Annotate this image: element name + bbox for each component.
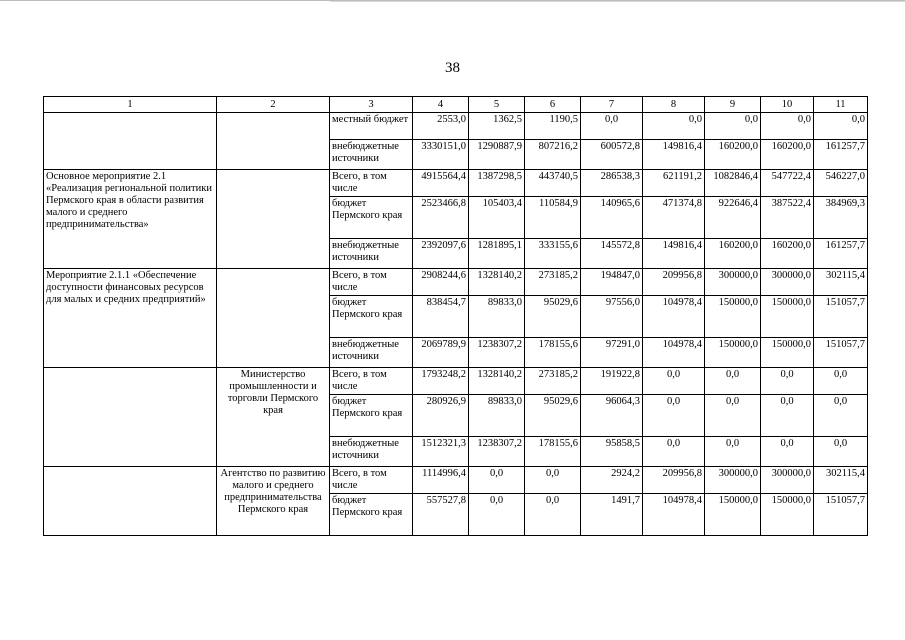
value-cell: 1290887,9 xyxy=(469,140,525,170)
table-row xyxy=(44,269,868,296)
funding-source-cell: Всего, в том числе xyxy=(330,467,413,494)
value-cell: 2069789,9 xyxy=(413,338,469,368)
value-cell: 95858,5 xyxy=(581,437,643,467)
value-cell: 97556,0 xyxy=(581,296,643,338)
value-cell: 302115,4 xyxy=(814,269,868,296)
value-cell: 286538,3 xyxy=(581,170,643,197)
value-cell: 387522,4 xyxy=(761,197,814,239)
column-header: 10 xyxy=(761,97,814,113)
value-cell: 0,0 xyxy=(814,368,868,395)
column-header: 3 xyxy=(330,97,413,113)
value-cell: 160200,0 xyxy=(761,239,814,269)
value-cell: 1328140,2 xyxy=(469,269,525,296)
column-header: 2 xyxy=(217,97,330,113)
value-cell: 150000,0 xyxy=(705,296,761,338)
table-row xyxy=(44,113,868,140)
column-header: 8 xyxy=(643,97,705,113)
funding-source-cell: бюджет Пермского края xyxy=(330,296,413,338)
value-cell: 105403,4 xyxy=(469,197,525,239)
value-cell: 0,0 xyxy=(761,437,814,467)
scan-edge-line xyxy=(330,1,905,2)
value-cell: 273185,2 xyxy=(525,368,581,395)
column-header: 11 xyxy=(814,97,868,113)
value-cell: 110584,9 xyxy=(525,197,581,239)
executor-cell xyxy=(217,170,330,269)
value-cell: 0,0 xyxy=(814,437,868,467)
value-cell: 2553,0 xyxy=(413,113,469,140)
value-cell: 1491,7 xyxy=(581,494,643,536)
value-cell: 621191,2 xyxy=(643,170,705,197)
table-row xyxy=(44,170,868,197)
funding-source-cell: бюджет Пермского края xyxy=(330,494,413,536)
value-cell: 384969,3 xyxy=(814,197,868,239)
value-cell: 0,0 xyxy=(643,437,705,467)
funding-source-cell: бюджет Пермского края xyxy=(330,197,413,239)
value-cell: 104978,4 xyxy=(643,296,705,338)
value-cell: 178155,6 xyxy=(525,338,581,368)
value-cell: 547722,4 xyxy=(761,170,814,197)
value-cell: 151057,7 xyxy=(814,296,868,338)
value-cell: 300000,0 xyxy=(761,467,814,494)
value-cell: 160200,0 xyxy=(705,239,761,269)
activity-name-cell: Основное мероприятие 2.1 «Реализация региональной политики Пермского края в области развития малого и среднего предпринимательства» xyxy=(44,170,217,269)
value-cell: 0,0 xyxy=(814,113,868,140)
value-cell: 95029,6 xyxy=(525,395,581,437)
table-row xyxy=(44,467,868,494)
page-number: 38 xyxy=(445,60,460,76)
value-cell: 443740,5 xyxy=(525,170,581,197)
value-cell: 160200,0 xyxy=(705,140,761,170)
value-cell: 140965,6 xyxy=(581,197,643,239)
activity-name-cell xyxy=(44,368,217,467)
funding-source-cell: внебюджетные источники xyxy=(330,437,413,467)
value-cell: 97291,0 xyxy=(581,338,643,368)
value-cell: 151057,7 xyxy=(814,494,868,536)
value-cell: 0,0 xyxy=(469,467,525,494)
column-header: 9 xyxy=(705,97,761,113)
value-cell: 104978,4 xyxy=(643,494,705,536)
funding-source-cell: Всего, в том числе xyxy=(330,269,413,296)
value-cell: 178155,6 xyxy=(525,437,581,467)
value-cell: 160200,0 xyxy=(761,140,814,170)
value-cell: 89833,0 xyxy=(469,395,525,437)
value-cell: 104978,4 xyxy=(643,338,705,368)
value-cell: 1190,5 xyxy=(525,113,581,140)
table-row xyxy=(44,368,868,395)
funding-source-cell: Всего, в том числе xyxy=(330,368,413,395)
value-cell: 145572,8 xyxy=(581,239,643,269)
value-cell: 302115,4 xyxy=(814,467,868,494)
value-cell: 1512321,3 xyxy=(413,437,469,467)
value-cell: 600572,8 xyxy=(581,140,643,170)
value-cell: 150000,0 xyxy=(705,494,761,536)
activity-name-cell xyxy=(44,467,217,536)
executor-cell: Министерство промышленности и торговли Пермского края xyxy=(217,368,330,467)
value-cell: 2924,2 xyxy=(581,467,643,494)
value-cell: 96064,3 xyxy=(581,395,643,437)
value-cell: 1238307,2 xyxy=(469,437,525,467)
value-cell: 0,0 xyxy=(761,113,814,140)
column-header: 5 xyxy=(469,97,525,113)
value-cell: 300000,0 xyxy=(705,467,761,494)
value-cell: 546227,0 xyxy=(814,170,868,197)
column-header: 4 xyxy=(413,97,469,113)
value-cell: 0,0 xyxy=(705,437,761,467)
value-cell: 0,0 xyxy=(643,395,705,437)
value-cell: 280926,9 xyxy=(413,395,469,437)
value-cell: 471374,8 xyxy=(643,197,705,239)
value-cell: 150000,0 xyxy=(705,338,761,368)
column-header: 7 xyxy=(581,97,643,113)
value-cell: 1238307,2 xyxy=(469,338,525,368)
funding-source-cell: Всего, в том числе xyxy=(330,170,413,197)
value-cell: 194847,0 xyxy=(581,269,643,296)
funding-source-cell: местный бюджет xyxy=(330,113,413,140)
column-header: 1 xyxy=(44,97,217,113)
value-cell: 149816,4 xyxy=(643,140,705,170)
executor-cell xyxy=(217,269,330,368)
value-cell: 0,0 xyxy=(525,467,581,494)
value-cell: 0,0 xyxy=(525,494,581,536)
value-cell: 161257,7 xyxy=(814,140,868,170)
value-cell: 149816,4 xyxy=(643,239,705,269)
value-cell: 95029,6 xyxy=(525,296,581,338)
value-cell: 1114996,4 xyxy=(413,467,469,494)
value-cell: 0,0 xyxy=(581,113,643,140)
funding-source-cell: внебюджетные источники xyxy=(330,338,413,368)
funding-source-cell: бюджет Пермского края xyxy=(330,395,413,437)
value-cell: 1328140,2 xyxy=(469,368,525,395)
activity-name-cell: Мероприятие 2.1.1 «Обеспечение доступности финансовых ресурсов для малых и средних предприятий» xyxy=(44,269,217,368)
column-header: 6 xyxy=(525,97,581,113)
activity-name-cell xyxy=(44,113,217,170)
value-cell: 0,0 xyxy=(814,395,868,437)
value-cell: 807216,2 xyxy=(525,140,581,170)
value-cell: 150000,0 xyxy=(761,494,814,536)
value-cell: 0,0 xyxy=(643,368,705,395)
value-cell: 209956,8 xyxy=(643,269,705,296)
value-cell: 838454,7 xyxy=(413,296,469,338)
value-cell: 89833,0 xyxy=(469,296,525,338)
value-cell: 1362,5 xyxy=(469,113,525,140)
value-cell: 557527,8 xyxy=(413,494,469,536)
funding-source-cell: внебюджетные источники xyxy=(330,239,413,269)
value-cell: 1281895,1 xyxy=(469,239,525,269)
value-cell: 300000,0 xyxy=(705,269,761,296)
executor-cell: Агентство по развитию малого и среднего предпринимательства Пермского края xyxy=(217,467,330,536)
value-cell: 300000,0 xyxy=(761,269,814,296)
value-cell: 0,0 xyxy=(469,494,525,536)
table-header-row xyxy=(44,97,868,113)
value-cell: 1082846,4 xyxy=(705,170,761,197)
budget-table xyxy=(43,96,868,536)
value-cell: 273185,2 xyxy=(525,269,581,296)
value-cell: 0,0 xyxy=(643,113,705,140)
value-cell: 0,0 xyxy=(705,113,761,140)
value-cell: 0,0 xyxy=(705,368,761,395)
value-cell: 161257,7 xyxy=(814,239,868,269)
value-cell: 4915564,4 xyxy=(413,170,469,197)
value-cell: 3330151,0 xyxy=(413,140,469,170)
value-cell: 2523466,8 xyxy=(413,197,469,239)
value-cell: 151057,7 xyxy=(814,338,868,368)
value-cell: 922646,4 xyxy=(705,197,761,239)
value-cell: 150000,0 xyxy=(761,296,814,338)
value-cell: 2392097,6 xyxy=(413,239,469,269)
funding-source-cell: внебюджетные источники xyxy=(330,140,413,170)
value-cell: 150000,0 xyxy=(761,338,814,368)
value-cell: 191922,8 xyxy=(581,368,643,395)
value-cell: 2908244,6 xyxy=(413,269,469,296)
value-cell: 0,0 xyxy=(761,368,814,395)
executor-cell xyxy=(217,113,330,170)
value-cell: 1387298,5 xyxy=(469,170,525,197)
value-cell: 1793248,2 xyxy=(413,368,469,395)
value-cell: 209956,8 xyxy=(643,467,705,494)
value-cell: 0,0 xyxy=(761,395,814,437)
value-cell: 333155,6 xyxy=(525,239,581,269)
value-cell: 0,0 xyxy=(705,395,761,437)
